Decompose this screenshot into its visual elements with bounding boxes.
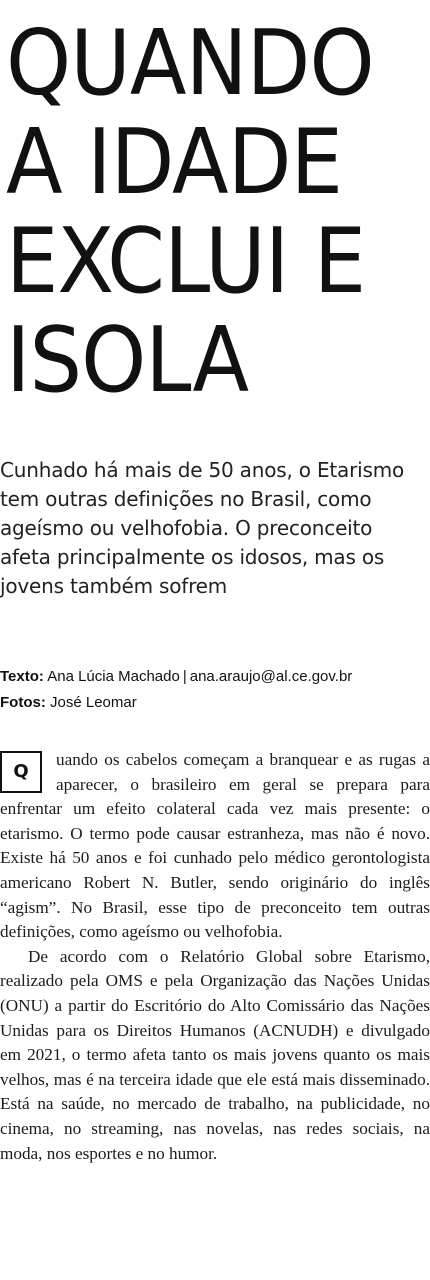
headline-line-1: QUANDO: [6, 11, 374, 116]
credit-photos-label: Fotos:: [0, 694, 46, 711]
article-body: [0, 748, 430, 1166]
credit-text-label: Texto:: [0, 668, 44, 685]
headline-line-3: EXCLUI E: [6, 209, 366, 314]
article-paragraph-1-text: uando os cabelos começam a branquear e as rugas a aparecer, o brasileiro em geral se prepara para enfrentar um efeito colateral cada vez mais presente: o etarismo. O termo pode causar estranheza, mas não é novo. Existe há 50 anos e foi cunhado pelo médico gerontologista americano Robert N. Butler, sendo originário do inglês “agism”. No Brasil, esse tipo de preconceito tem outras definições, como ageísmo ou velhofobia.: [0, 750, 430, 942]
headline-line-4: ISOLA: [6, 308, 249, 413]
subtitle: Cunhado há mais de 50 anos, o Etarismo tem outras definições no Brasil, como ageísmo ou velhofobia. O preconceito afeta principalmente os idosos, mas os jovens também sofrem: [0, 458, 405, 598]
headline: [6, 0, 391, 413]
credit-photos-row: [0, 690, 352, 716]
headline-line-2: A IDADE: [6, 110, 342, 215]
credits: [0, 664, 352, 716]
credit-email[interactable]: ana.araujo@al.ce.gov.br: [189, 668, 353, 685]
credit-author: Ana Lúcia Machado: [47, 668, 180, 685]
article-paragraph-2: De acordo com o Relatório Global sobre Etarismo, realizado pela OMS e pela Organização das Nações Unidas (ONU) a partir do Escritório do Alto Comissário das Nações Unidas para os Direitos Humanos (ACNUDH) e divulgado em 2021, o termo afeta tanto os mais jovens quanto os mais velhos, mas é na terceira idade que ele está mais disseminado. Está na saúde, no mercado de trabalho, na publicidade, no cinema, no streaming, nas novelas, nas redes sociais, na moda, nos esportes e no humor.: [0, 946, 430, 1163]
article-paragraph-1: [0, 748, 430, 945]
credit-text-row: [0, 664, 352, 690]
credit-photographer: José Leomar: [50, 694, 137, 711]
credit-separator: |: [182, 668, 187, 685]
drop-cap: Q: [0, 751, 42, 793]
